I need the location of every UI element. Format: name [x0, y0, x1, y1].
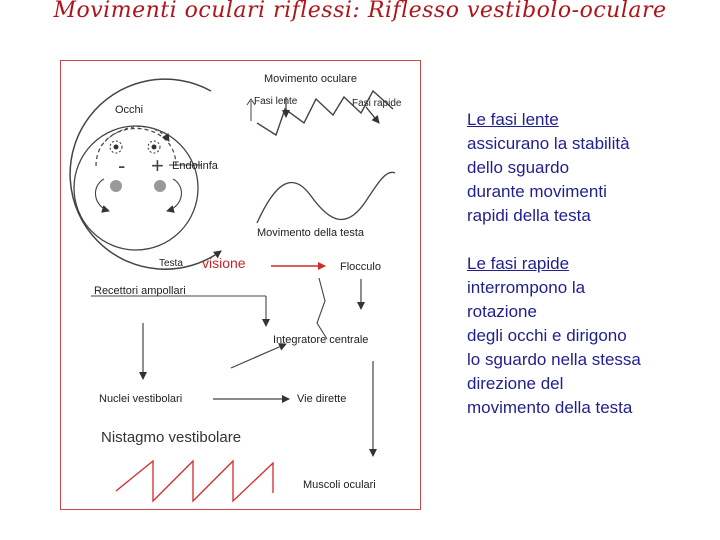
note-heading: Le fasi rapide — [467, 254, 570, 273]
vor-diagram — [60, 60, 421, 510]
minus-sign: - — [118, 153, 126, 178]
plus-sign: + — [151, 153, 164, 178]
note-line: rapidi della testa — [467, 206, 591, 225]
note-fasi-rapide — [467, 252, 707, 420]
label-occhi: Occhi — [115, 104, 144, 116]
label-endolinfa: Endolinfa — [172, 160, 218, 172]
head-outline — [70, 79, 221, 269]
label-vie-dirette: Vie dirette — [297, 393, 347, 405]
label-recettori-ampollari: Recettori ampollari — [94, 285, 186, 297]
label-fasi-lente: Fasi lente — [254, 96, 298, 107]
label-visione: visione — [202, 255, 246, 271]
label-flocculo: Flocculo — [340, 261, 381, 273]
note-line: degli occhi e dirigono — [467, 326, 627, 345]
note-line: interrompono la — [467, 278, 586, 297]
page-title: Movimenti oculari riflessi: Riflesso vestibolo-oculare — [53, 0, 667, 23]
label-nistagmo-vestibolare: Nistagmo vestibolare — [101, 429, 242, 446]
label-integratore-centrale: Integratore centrale — [273, 334, 369, 346]
label-movimento-testa: Movimento della testa — [257, 227, 364, 239]
note-line: direzione del — [467, 374, 564, 393]
note-fasi-lente — [467, 108, 707, 228]
label-testa: Testa — [159, 258, 183, 269]
eyes-dashed-arc — [96, 129, 176, 167]
nistagmo-trace — [116, 461, 273, 501]
label-movimento-oculare: Movimento oculare — [264, 73, 357, 85]
canal-left — [110, 180, 122, 192]
note-line: durante movimenti — [467, 182, 607, 201]
label-muscoli-oculari: Muscoli oculari — [303, 479, 376, 491]
head-movement-trace — [257, 172, 395, 223]
note-line: movimento della testa — [467, 398, 633, 417]
note-heading: Le fasi lente — [467, 110, 559, 129]
note-line: assicurano la stabilità — [467, 134, 630, 153]
note-line: dello sguardo — [467, 158, 570, 177]
label-fasi-rapide: Fasi rapide — [352, 98, 402, 109]
head-inner-circle — [74, 126, 198, 250]
note-line: rotazione — [467, 302, 537, 321]
label-nuclei-vestibolari: Nuclei vestibolari — [99, 393, 183, 405]
canal-right — [154, 180, 166, 192]
note-line: lo sguardo nella stessa — [467, 350, 641, 369]
